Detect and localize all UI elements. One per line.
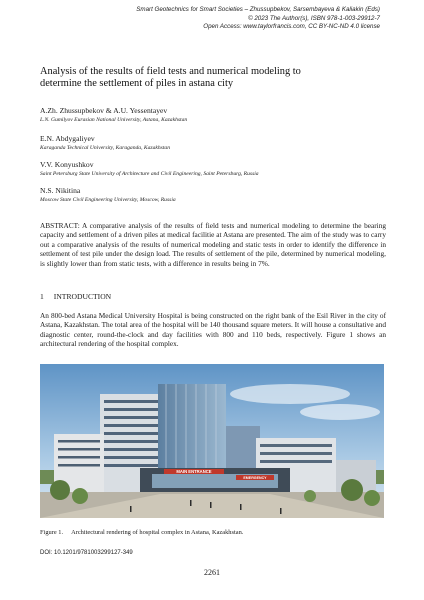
author-block-4: [40, 186, 390, 204]
section-number: 1: [40, 292, 44, 301]
header-license-line: Open Access: www.taylorfrancis.com, CC BY-NC-ND 4.0 license: [203, 23, 380, 31]
author-names: E.N. Abdygaliyev: [40, 134, 95, 143]
author-block-3: [40, 160, 390, 178]
section-heading: [40, 292, 121, 301]
author-affiliation: Karaganda Technical University, Karaganda, Kazakhstan: [40, 144, 171, 151]
running-header: [50, 6, 380, 32]
author-affiliation: Saint Petersburg State University of Architecture and Civil Engineering, Saint Petersburg, Russia: [40, 170, 259, 177]
header-book-line: Smart Geotechnics for Smart Societies – Zhussupbekov, Sarsembayeva & Kaliakin (Eds): [136, 6, 380, 13]
title-line-2: determine the settlement of piles in astana city: [40, 78, 234, 90]
emergency-sign: EMERGENCY: [243, 476, 267, 481]
author-affiliation: L.N. Gumilyov Eurasian National University, Astana, Kazakhstan: [40, 116, 188, 123]
author-names: V.V. Konyushkov: [40, 160, 94, 169]
entrance-sign: MAIN ENTRANCE: [176, 469, 212, 475]
caption-text: Architectural rendering of hospital complex in Astana, Kazakhstan.: [71, 529, 244, 536]
paper-title: [40, 66, 380, 91]
author-names: N.S. Nikitina: [40, 186, 81, 195]
author-names: A.Zh. Zhussupbekov & A.U. Yessentayev: [40, 106, 168, 115]
header-copyright-line: © 2023 The Author(s), ISBN 978-1-003-29912-7: [248, 14, 380, 22]
author-affiliation: Moscow State Civil Engineering University, Moscow, Russia: [40, 196, 176, 203]
caption-label: Figure 1.: [40, 529, 64, 536]
hospital-rendering-illustration: [40, 364, 384, 518]
intro-paragraph: An 800-bed Astana Medical University Hospital is being constructed on the right bank of the Esil River in the city of Astana, Kazakhstan. The total area of the hospital will be 140 thousand square meters. It will house a consultative and diagnostic center, round-the-clock and day facilities with 800 and 110 beds, respectively. Figure 1 shows an architectural rendering of the hospital complex.: [40, 311, 386, 349]
section-title: INTRODUCTION: [53, 292, 112, 301]
abstract-paragraph: ABSTRACT: A comparative analysis of the results of field tests and numerical modeling to determine the bearing capacity and settlement of a driven piles at medical facilitie at Astana are presented. The aim of the study was to carry out a comparative analysis of the results of numerical modeling and static tests in order to identify the difference in settlement of test pile under the design load. The results of settlement of the pile, determined by numerical modeling, is slightly lower than from static tests, with a difference in results being in 7%.: [40, 221, 386, 268]
author-block-1: [40, 106, 390, 124]
page-number: 2261: [204, 568, 220, 577]
figure-hospital-rendering: [40, 364, 384, 518]
title-line-1: Analysis of the results of field tests and numerical modeling to: [40, 66, 301, 77]
doi-line: DOI: 10.1201/9781003299127-349: [40, 550, 133, 556]
figure-caption: [40, 529, 243, 536]
author-block-2: [40, 134, 390, 152]
